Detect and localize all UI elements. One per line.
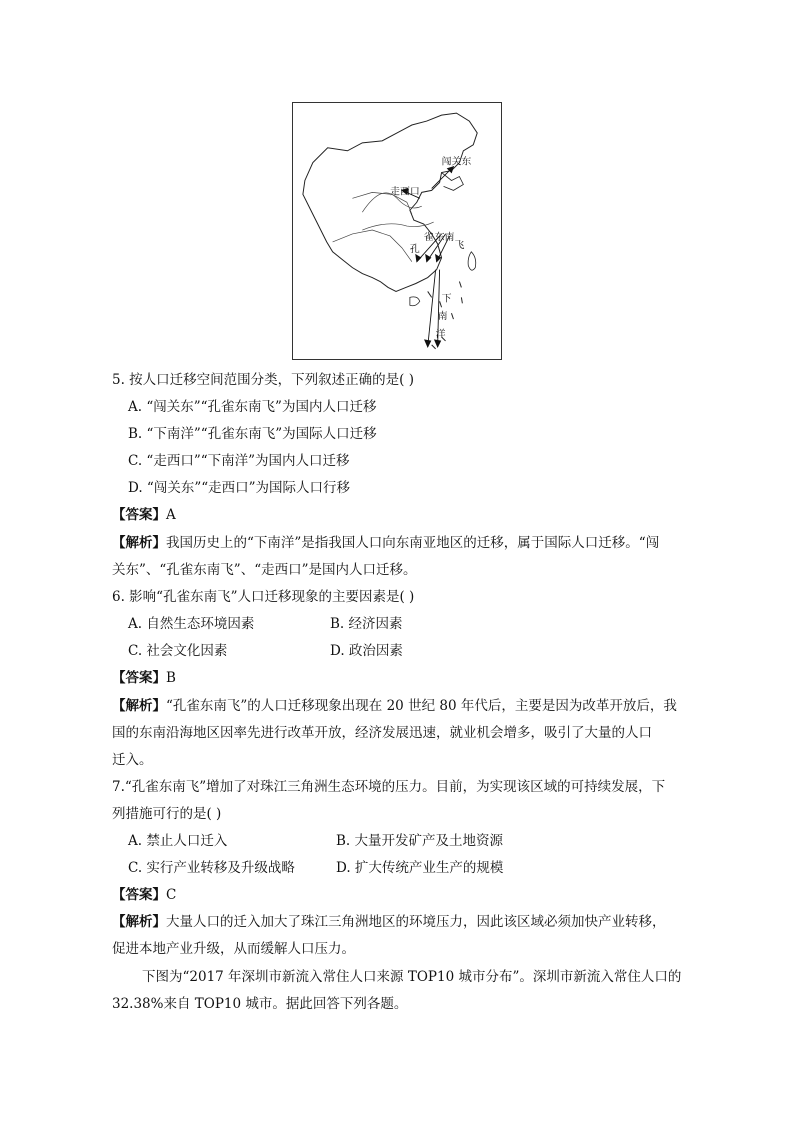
q7-analysis-text1: 大量人口的迁入加大了珠江三角洲地区的环境压力，因此该区域必须加快产业转移，	[166, 914, 666, 930]
q7-option-c: C. 实行产业转移及升级战略	[128, 860, 295, 876]
q5-answer-tag: 【答案】	[112, 507, 166, 523]
q5-option-c: C. “走西口”“下南洋”为国内人口迁移	[128, 453, 350, 469]
q6-option-c: C. 社会文化因素	[128, 643, 228, 659]
q5-option-b: B. “下南洋”“孔雀东南飞”为国际人口迁移	[128, 426, 377, 442]
q7-option-a: A. 禁止人口迁入	[128, 833, 228, 849]
q5-stem: 5. 按人口迁移空间范围分类，下列叙述正确的是( )	[112, 372, 414, 388]
q7-analysis-line2: 促进本地产业升级，从而缓解人口压力。	[112, 941, 355, 957]
q5-analysis-text1: 我国历史上的“下南洋”是指我国人口向东南亚地区的迁移，属于国际人口迁移。“闯	[166, 535, 660, 551]
china-outline	[303, 113, 477, 291]
q7-option-d: D. 扩大传统产业生产的规模	[336, 860, 504, 876]
label-chuang-guan-dong: 闯关东	[441, 156, 472, 168]
q7-answer-value: C	[166, 887, 177, 903]
q5-analysis-line1	[112, 534, 659, 552]
q5-analysis-tag: 【解析】	[112, 535, 166, 551]
map-svg	[293, 103, 501, 359]
q6-option-b: B. 经济因素	[330, 616, 403, 632]
q5-answer	[112, 506, 176, 524]
intro-line2: 32.38%来自 TOP10 城市。据此回答下列各题。	[112, 996, 408, 1012]
q5-analysis-line2: 关东”、“孔雀东南飞”、“走西口”是国内人口迁移。	[112, 562, 417, 578]
label-xia: 下	[441, 293, 452, 305]
q6-answer-tag: 【答案】	[112, 670, 166, 686]
q6-option-d: D. 政治因素	[330, 643, 403, 659]
q6-analysis-text1: “孔雀东南飞”的人口迁移现象出现在 20 世纪 80 年代后，主要是因为改革开放后，我	[166, 698, 677, 714]
q7-answer-tag: 【答案】	[112, 887, 166, 903]
q6-answer-value: B	[166, 670, 176, 686]
q6-option-a: A. 自然生态环境因素	[128, 616, 255, 632]
intro-line1: 下图为“2017 年深圳市新流入常住人口来源 TOP10 城市分布”。深圳市新流入常住人口的	[142, 969, 682, 985]
q6-analysis-line2: 国的东南沿海地区因率先进行改革开放，经济发展迅速，就业机会增多，吸引了大量的人口	[112, 725, 652, 741]
hainan-island	[410, 297, 420, 306]
inner-line-2	[333, 230, 412, 262]
label-que: 雀	[423, 231, 434, 243]
q6-answer	[112, 669, 176, 687]
q7-analysis-tag: 【解析】	[112, 914, 166, 930]
taiwan-island	[468, 252, 476, 270]
label-fei: 飞	[454, 239, 465, 251]
label-zou-xi-kou: 走西口	[390, 186, 420, 198]
label-kong: 孔	[409, 243, 420, 255]
label-nan2: 南	[437, 311, 448, 323]
q7-answer	[112, 886, 176, 904]
q7-option-b: B. 大量开发矿产及土地资源	[336, 833, 504, 849]
q6-analysis-line3: 迁入。	[112, 752, 153, 768]
label-yang: 洋	[435, 328, 446, 340]
q6-analysis-tag: 【解析】	[112, 698, 166, 714]
q5-option-d: D. “闯关东”“走西口”为国际人口行移	[128, 480, 351, 496]
q7-stem-line1: 7.“孔雀东南飞”增加了对珠江三角洲生态环境的压力。目前，为实现该区域的可持续发展，下	[112, 779, 666, 795]
q5-answer-value: A	[166, 507, 176, 523]
q6-stem: 6. 影响“孔雀东南飞”人口迁移现象的主要因素是( )	[112, 589, 415, 605]
q7-stem-line2: 列措施可行的是( )	[112, 806, 222, 822]
q6-analysis-line1	[112, 697, 677, 715]
label-dong: 东	[434, 231, 445, 243]
q7-analysis-line1	[112, 913, 666, 931]
china-migration-map	[292, 102, 502, 360]
label-nan: 南	[444, 231, 455, 243]
q5-option-a: A. “闯关东”“孔雀东南飞”为国内人口迁移	[128, 399, 377, 415]
